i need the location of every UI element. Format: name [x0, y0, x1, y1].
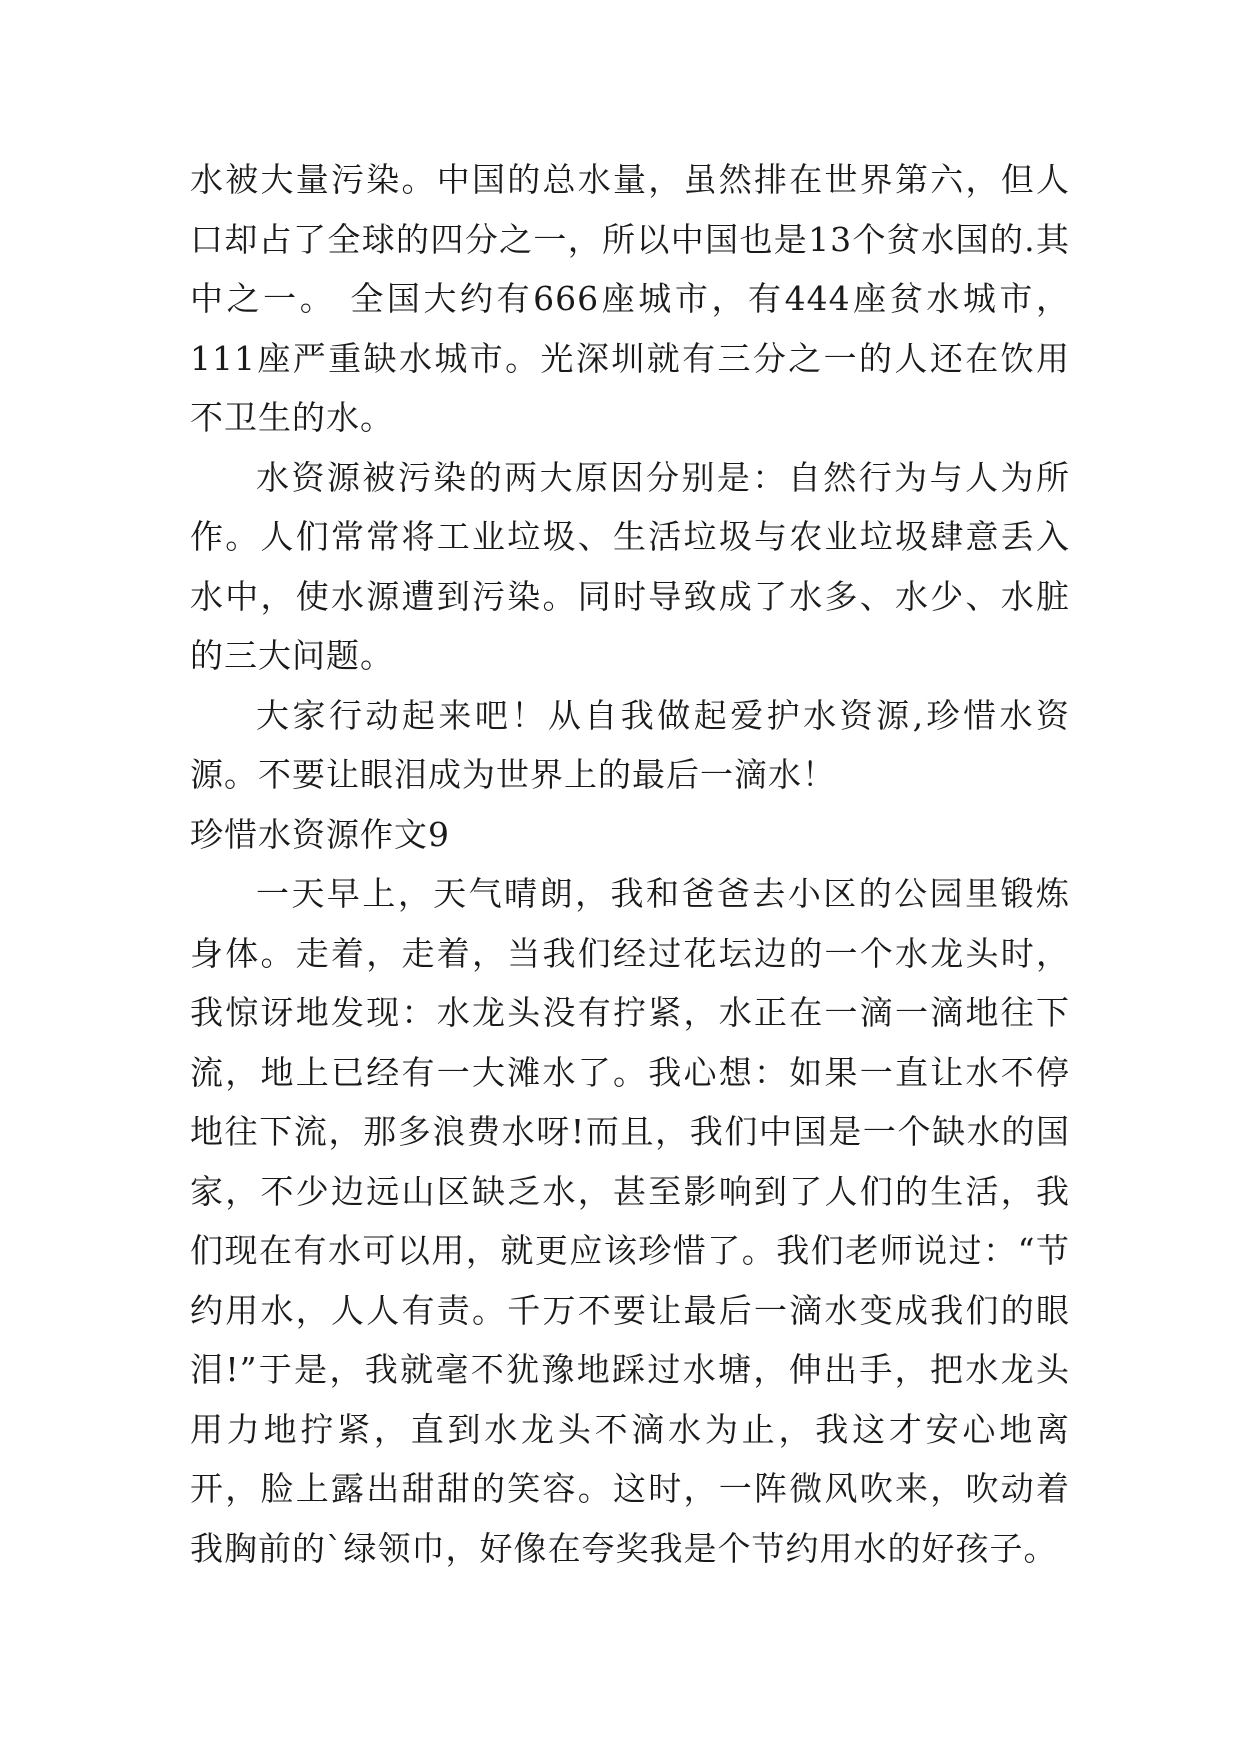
essay-heading: 珍惜水资源作文9: [190, 814, 450, 854]
paragraph-water-pollution-stats: 水被大量污染。中国的总水量，虽然排在世界第六，但人口却占了全球的四分之一，所以中国也是13个贫水国的.其中之一。 全国大约有666座城市，有444座贫水城市，111座严重缺水城市。光深圳就有三分之一的人还在饮用不卫生的水。: [190, 160, 1070, 437]
paragraph-faucet-story: 一天早上，天气晴朗，我和爸爸去小区的公园里锻炼身体。走着，走着，当我们经过花坛边的一个水龙头时，我惊讶地发现：水龙头没有拧紧，水正在一滴一滴地往下流，地上已经有一大滩水了。我心想：如果一直让水不停地往下流，那多浪费水呀!而且，我们中国是一个缺水的国家，不少边远山区缺乏水，甚至影响到了人们的生活，我们现在有水可以用，就更应该珍惜了。我们老师说过：“节约用水，人人有责。千万不要让最后一滴水变成我们的眼泪!”于是，我就毫不犹豫地踩过水塘，伸出手，把水龙头用力地拧紧，直到水龙头不滴水为止，我这才安心地离开，脸上露出甜甜的笑容。这时，一阵微风吹来，吹动着我胸前的`绿领巾，好像在夸奖我是个节约用水的好孩子。: [190, 874, 1070, 1568]
paragraph-pollution-causes: 水资源被污染的两大原因分别是：自然行为与人为所作。人们常常将工业垃圾、生活垃圾与农业垃圾肆意丢入水中，使水源遭到污染。同时导致成了水多、水少、水脏的三大问题。: [190, 457, 1070, 675]
paragraph-call-to-action: 大家行动起来吧！从自我做起爱护水资源,珍惜水资源。不要让眼泪成为世界上的最后一滴水！: [190, 695, 1070, 794]
document-body: [190, 150, 1070, 1578]
